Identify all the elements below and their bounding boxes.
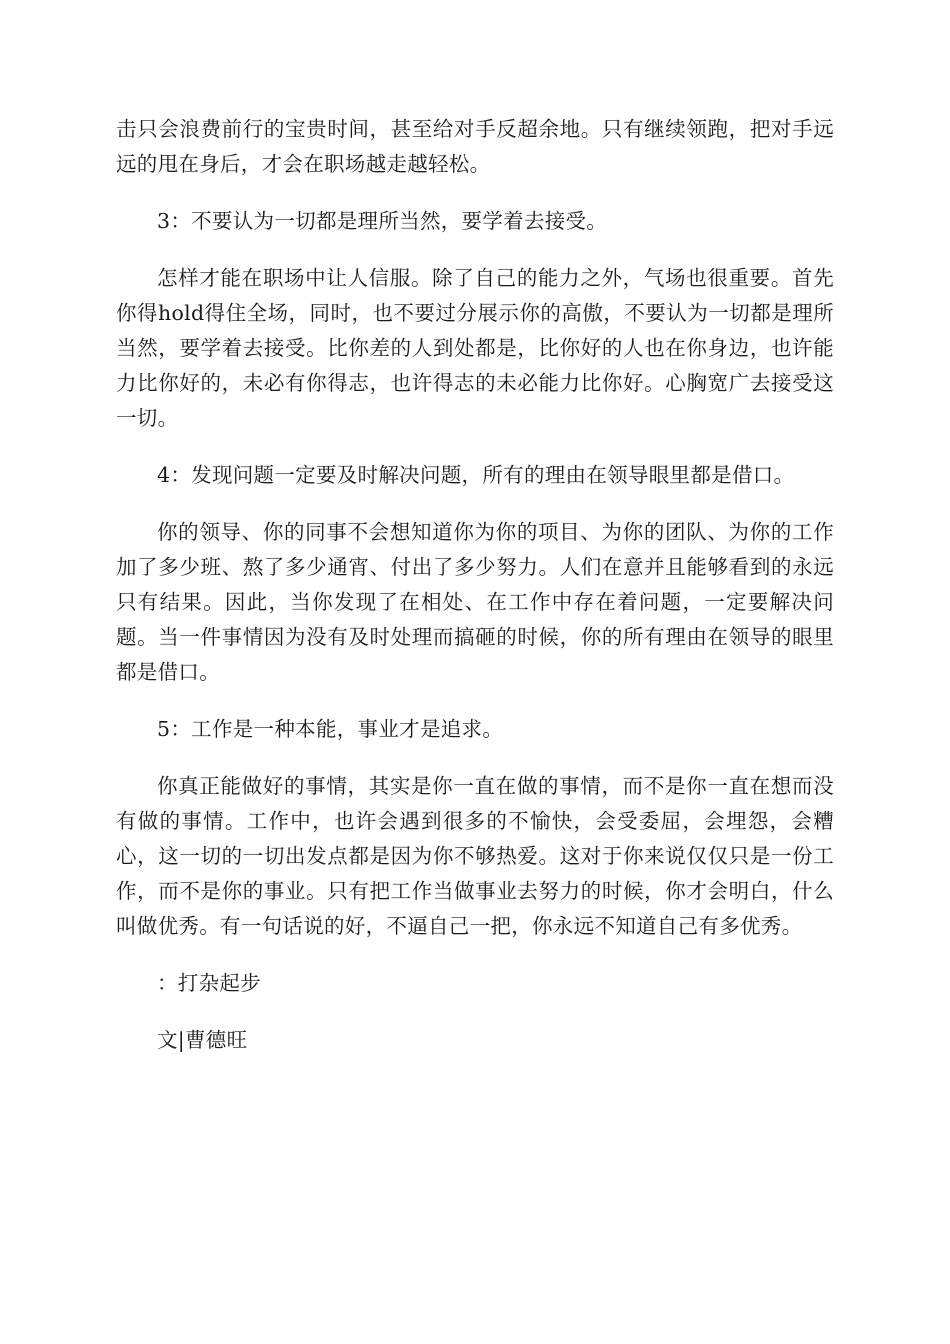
document-page (116, 112, 834, 1058)
heading-point-3: 3：不要认为一切都是理所当然，要学着去接受。 (157, 209, 608, 233)
heading-point-5: 5：工作是一种本能，事业才是追求。 (157, 717, 504, 741)
author-byline: 文|曹德旺 (157, 1028, 248, 1052)
paragraph-point-5-body: 你真正能做好的事情，其实是你一直在做的事情，而不是你一直在想而没有做的事情。工作中，也许会遇到很多的不愉快，会受委屈，会埋怨，会糟心，这一切的一切出发点都是因为你不够热爱。这对于你来说仅仅只是一份工作，而不是你的事业。只有把工作当做事业去努力的时候，你才会明白，什么叫做优秀。有一句话说的好，不逼自己一把，你永远不知道自己有多优秀。 (116, 774, 834, 938)
paragraph-continued: 击只会浪费前行的宝贵时间，甚至给对手反超余地。只有继续领跑，把对手远远的甩在身后，才会在职场越走越轻松。 (116, 117, 834, 176)
heading-point-4: 4：发现问题一定要及时解决问题，所有的理由在领导眼里都是借口。 (157, 463, 795, 487)
paragraph-point-3-body: 怎样才能在职场中让人信服。除了自己的能力之外，气场也很重要。首先你得hold得住全场，同时，也不要过分展示你的高傲，不要认为一切都是理所当然，要学着去接受。比你差的人到处都是，比你好的人也在你身边，也许能力比你好的，未必有你得志，也许得志的未必能力比你好。心胸宽广去接受这一切。 (116, 266, 834, 430)
section-title: ：打杂起步 (157, 971, 261, 995)
paragraph-point-4-body: 你的领导、你的同事不会想知道你为你的项目、为你的团队、为你的工作加了多少班、熬了多少通宵、付出了多少努力。人们在意并且能够看到的永远只有结果。因此，当你发现了在相处、在工作中存在着问题，一定要解决问题。当一件事情因为没有及时处理而搞砸的时候，你的所有理由在领导的眼里都是借口。 (116, 520, 834, 684)
